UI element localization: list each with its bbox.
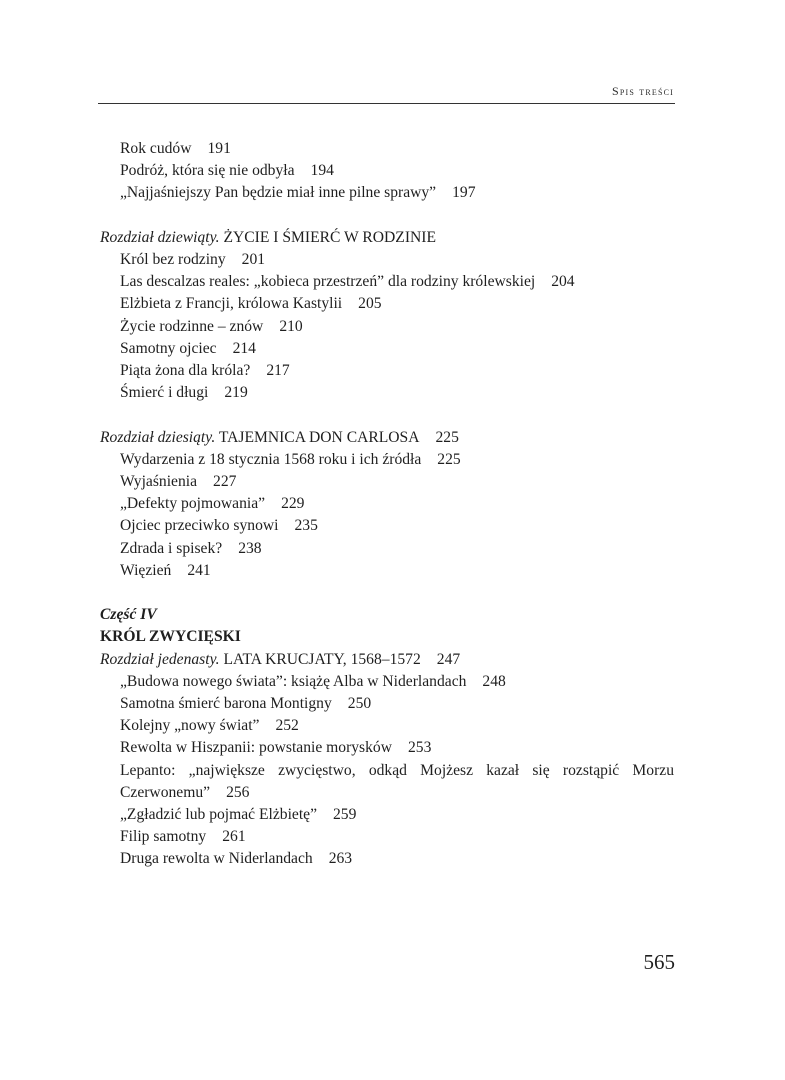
entry-page: 252 bbox=[275, 717, 299, 735]
toc-entry bbox=[100, 493, 674, 515]
entry-title: Wyjaśnienia bbox=[120, 473, 198, 491]
entry-page: 217 bbox=[266, 362, 290, 380]
entry-title: „Budowa nowego świata”: książę Alba w Niderlandach bbox=[120, 672, 467, 690]
entry-title: Piąta żona dla króla? bbox=[120, 362, 251, 380]
entry-title: Elżbieta z Francji, królowa Kastylii bbox=[120, 295, 343, 313]
toc-group bbox=[100, 138, 674, 205]
toc-group bbox=[100, 227, 674, 405]
entry-page: 250 bbox=[347, 695, 372, 713]
entry-title: Lepanto: „największe zwycięstwo, odkąd Mojżesz kazał się rozstąpić Morzu bbox=[120, 761, 674, 779]
entry-title: Las descalzas reales: „kobieca przestrzeń” dla rodziny królewskiej bbox=[120, 273, 536, 291]
chapter-heading bbox=[100, 427, 674, 449]
chapter-page: 247 bbox=[436, 650, 461, 668]
chapter-label: Rozdział dziesiąty. bbox=[100, 428, 216, 446]
entry-title: Zdrada i spisek? bbox=[120, 539, 223, 557]
entry-title: Kolejny „nowy świat” bbox=[120, 717, 260, 735]
toc-entry bbox=[100, 737, 674, 759]
entry-page: 204 bbox=[551, 273, 575, 291]
toc-entry bbox=[100, 848, 674, 870]
toc-entry bbox=[100, 160, 674, 182]
toc-entry bbox=[100, 249, 674, 271]
toc-entry bbox=[100, 449, 674, 471]
entry-title-continuation: Czerwonemu” bbox=[120, 783, 211, 801]
entry-page: 235 bbox=[294, 517, 318, 535]
running-head: Spis treści bbox=[612, 84, 674, 98]
entry-title: Życie rodzinne – znów bbox=[120, 317, 264, 335]
entry-page: 197 bbox=[452, 184, 476, 202]
part-title: KRÓL ZWYCIĘSKI bbox=[100, 628, 241, 646]
entry-title: Samotna śmierć barona Montigny bbox=[120, 695, 332, 713]
chapter-label: Rozdział dziewiąty. bbox=[100, 228, 220, 246]
toc-entry bbox=[100, 560, 674, 582]
entry-title: Samotny ojciec bbox=[120, 339, 217, 357]
entry-page: 263 bbox=[328, 850, 353, 868]
toc-entry bbox=[100, 671, 674, 693]
toc-entry bbox=[100, 138, 674, 160]
entry-title: Rewolta w Hiszpanii: powstanie morysków bbox=[120, 739, 392, 757]
toc-entry bbox=[100, 360, 674, 382]
entry-page: 214 bbox=[232, 339, 256, 357]
toc-entry bbox=[100, 693, 674, 715]
chapter-heading bbox=[100, 649, 674, 671]
entry-page: 205 bbox=[358, 295, 382, 313]
toc-entry bbox=[100, 760, 674, 782]
entry-page: 191 bbox=[207, 140, 231, 157]
toc-group bbox=[100, 427, 674, 582]
chapter-page: 225 bbox=[435, 428, 459, 446]
entry-title: Wydarzenia z 18 stycznia 1568 roku i ich źródła bbox=[120, 450, 422, 468]
entry-title: „Defekty pojmowania” bbox=[120, 495, 266, 513]
chapter-title: LATA KRUCJATY, 1568–1572 bbox=[223, 650, 421, 668]
entry-title: Śmierć i długi bbox=[120, 384, 209, 402]
toc-entry bbox=[100, 804, 674, 826]
entry-page: 210 bbox=[279, 317, 303, 335]
chapter-heading bbox=[100, 227, 674, 249]
entry-title: Król bez rodziny bbox=[120, 251, 226, 268]
entry-page: 229 bbox=[281, 495, 305, 513]
entry-title: Podróż, która się nie odbyła bbox=[120, 162, 295, 180]
entry-page: 225 bbox=[437, 450, 461, 468]
entry-page: 253 bbox=[408, 739, 432, 757]
toc-entry bbox=[100, 715, 674, 737]
table-of-contents bbox=[100, 138, 674, 893]
part-label: Część IV bbox=[100, 606, 157, 624]
toc-entry bbox=[100, 538, 674, 560]
chapter-title: ŻYCIE I ŚMIERĆ W RODZINIE bbox=[223, 228, 436, 246]
entry-page: 261 bbox=[222, 828, 246, 846]
toc-entry bbox=[100, 826, 674, 848]
entry-title: „Najjaśniejszy Pan będzie miał inne pilne sprawy” bbox=[120, 184, 437, 202]
toc-entry bbox=[100, 182, 674, 204]
chapter-title: TAJEMNICA DON CARLOSA bbox=[218, 428, 420, 446]
entry-page: 219 bbox=[224, 384, 248, 402]
toc-entry-continuation bbox=[100, 782, 674, 804]
toc-entry bbox=[100, 382, 674, 404]
entry-title: Ojciec przeciwko synowi bbox=[120, 517, 279, 535]
toc-entry bbox=[100, 293, 674, 315]
toc-entry bbox=[100, 338, 674, 360]
toc-entry bbox=[100, 471, 674, 493]
toc-entry bbox=[100, 515, 674, 537]
entry-page: 248 bbox=[482, 672, 506, 690]
entry-title: „Zgładzić lub pojmać Elżbietę” bbox=[120, 806, 317, 824]
entry-page: 259 bbox=[333, 806, 357, 824]
entry-page: 256 bbox=[226, 783, 250, 801]
toc-entry bbox=[100, 316, 674, 338]
entry-title: Druga rewolta w Niderlandach bbox=[120, 850, 313, 868]
entry-title: Więzień bbox=[120, 561, 172, 579]
header-rule bbox=[98, 103, 675, 104]
entry-page: 194 bbox=[310, 162, 334, 180]
toc-group bbox=[100, 604, 674, 870]
entry-title: Rok cudów bbox=[120, 140, 192, 157]
entry-title: Filip samotny bbox=[120, 828, 207, 846]
chapter-label: Rozdział jedenasty. bbox=[100, 650, 220, 668]
toc-entry bbox=[100, 271, 674, 293]
entry-page: 238 bbox=[238, 539, 262, 557]
entry-page: 227 bbox=[213, 473, 237, 491]
entry-page: 241 bbox=[187, 561, 211, 579]
page-number: 565 bbox=[643, 950, 675, 974]
entry-page: 201 bbox=[241, 251, 266, 268]
